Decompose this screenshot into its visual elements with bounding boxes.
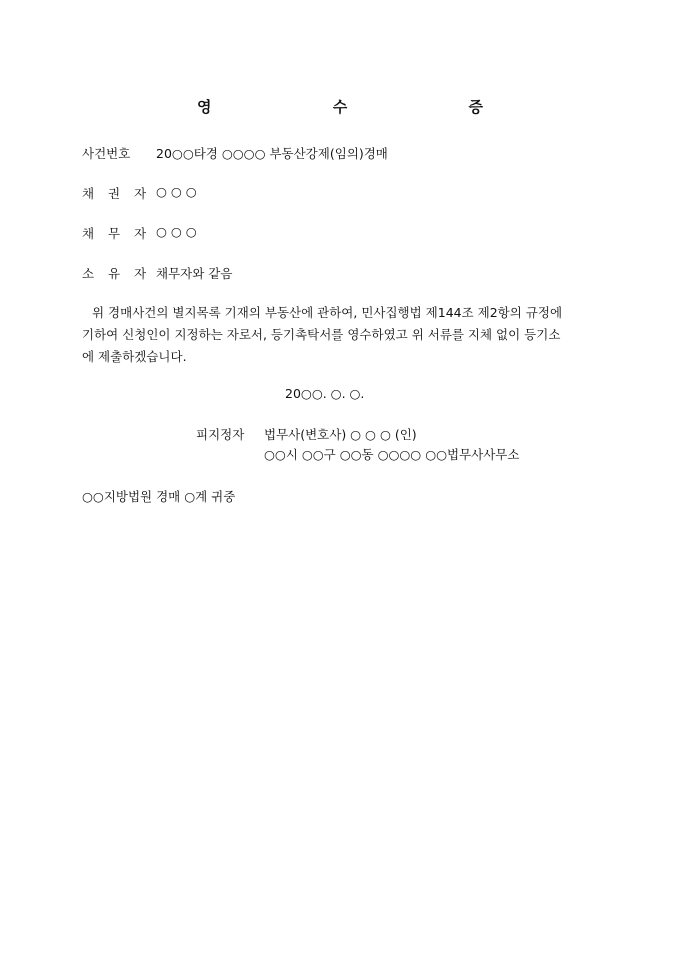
body-line-2: 기하여 신청인이 지정하는 자로서, 등기촉탁서를 영수하였고 위 서류를 지체 없이 등기소 xyxy=(82,327,561,342)
debtor-value: ○ ○ ○ xyxy=(156,224,197,239)
owner-label: 소 유 자 xyxy=(82,266,152,281)
document-title: 영 수 증 xyxy=(197,98,541,116)
case-number-value: 20○○타경 ○○○○ 부동산강제(임의)경매 xyxy=(156,146,388,161)
body-line-3: 에 제출하겠습니다. xyxy=(82,349,187,364)
case-number-row xyxy=(82,144,388,162)
filer-value: 법무사(변호사) ○ ○ ○ (인) xyxy=(264,427,417,442)
owner-row xyxy=(82,264,233,282)
body-paragraph xyxy=(82,302,602,368)
recipient-line: ○○지방법원 경매 ○계 귀중 xyxy=(82,489,236,504)
filer-row xyxy=(196,425,417,443)
creditor-label: 채 권 자 xyxy=(82,186,152,201)
owner-value: 채무자와 같음 xyxy=(156,266,233,281)
debtor-row xyxy=(82,224,197,242)
filer-label: 피지정자 xyxy=(196,427,245,442)
filer-address: ○○시 ○○구 ○○동 ○○○○ ○○법무사사무소 xyxy=(264,447,520,462)
creditor-value: ○ ○ ○ xyxy=(156,184,197,199)
body-line-1: 위 경매사건의 별지목록 기재의 부동산에 관하여, 민사집행법 제144조 제2항의 규정에 xyxy=(92,305,563,320)
case-number-label: 사건번호 xyxy=(82,146,131,161)
document-date: 20○○. ○. ○. xyxy=(285,386,365,401)
creditor-row xyxy=(82,184,197,202)
debtor-label: 채 무 자 xyxy=(82,226,152,241)
